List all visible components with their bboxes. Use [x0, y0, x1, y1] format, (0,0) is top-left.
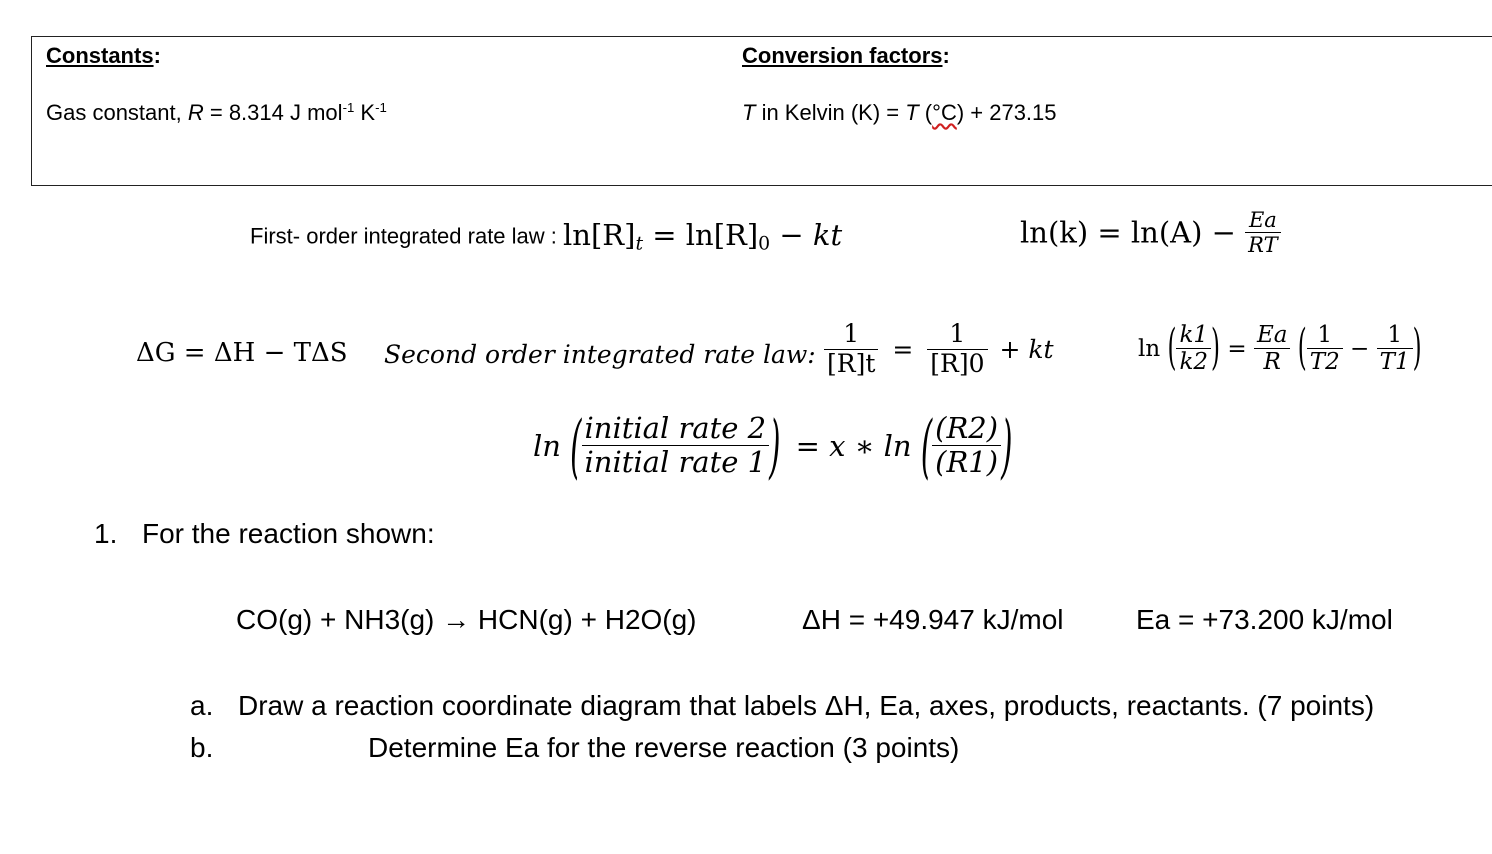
two-point-arrhenius: ln ( $\frac{k1}{k2}$ ) = $\frac{Ea}{R}$ ( $\frac{1}{T2}$ − $\frac{1}{T1}$ ) [1138, 321, 1422, 377]
second-order-frac-2: $\frac{1}{[R]0}$ [927, 320, 987, 379]
rate-order-equation: ln ( $\frac{\text{initial rate 2}}{\text{initial rate 1}}$ ) = x ∗ ln ( $\frac{(R2)}{(R1)}$ ) [533, 405, 1013, 487]
ea-value: Ea = +73.200 kJ/mol [1136, 604, 1393, 635]
part-a-text: Draw a reaction coordinate diagram that labels ΔH, Ea, axes, products, reactants. (7 points) [238, 690, 1375, 721]
question-number: 1. [94, 518, 118, 549]
conversion-heading: Conversion factors: [742, 43, 950, 68]
part-b-label: b. [190, 732, 214, 763]
gas-constant: Gas constant, R = 8.314 J mol$^{-1}$ $K^{-1}$ [46, 100, 387, 125]
part-a-label: a. [190, 690, 214, 721]
reaction-equation: CO(g) + NH3(g) → HCN(g) + H2O(g) [236, 604, 697, 635]
second-order-label: Second order integrated rate law: [384, 340, 816, 369]
inv-t1: $\frac{1}{T1}$ [1377, 322, 1413, 376]
delta-h-value: ΔH = +49.947 kJ/mol [802, 604, 1064, 635]
second-order-equation: $\frac{1}{[R]t}$ = $\frac{1}{[R]0}$ + kt [824, 320, 1054, 379]
question-prompt: For the reaction shown: [142, 518, 435, 549]
second-order-frac-1: $\frac{1}{[R]t}$ [824, 320, 878, 379]
first-order-equation: First- order integrated rate law : $\ln[R]_t = \ln[R]_0$ − kt [250, 218, 843, 255]
arrhenius-fraction: $\frac{Ea}{RT}$ [1245, 208, 1280, 257]
rate-ratio: $\frac{\text{initial rate 2}}{\text{initial rate 1}}$ [582, 412, 770, 480]
kelvin-conversion: T in Kelvin (K) = T (°C) + 273.15 [742, 100, 1057, 125]
concentration-ratio: $\frac{(R2)}{(R1)}$ [932, 412, 1001, 480]
constants-heading: Constants: [46, 43, 161, 68]
k-ratio: $\frac{k1}{k2}$ [1176, 322, 1211, 376]
part-b-text: Determine Ea for the reverse reaction (3 points) [368, 732, 960, 763]
inv-t2: $\frac{1}{T2}$ [1307, 322, 1343, 376]
ea-over-r: $\frac{Ea}{R}$ [1254, 322, 1291, 376]
gibbs-equation: ΔG = ΔH − TΔS [136, 338, 348, 368]
arrhenius-equation: ln(k) = ln(A) − $\frac{Ea}{RT}$ [1020, 208, 1281, 257]
